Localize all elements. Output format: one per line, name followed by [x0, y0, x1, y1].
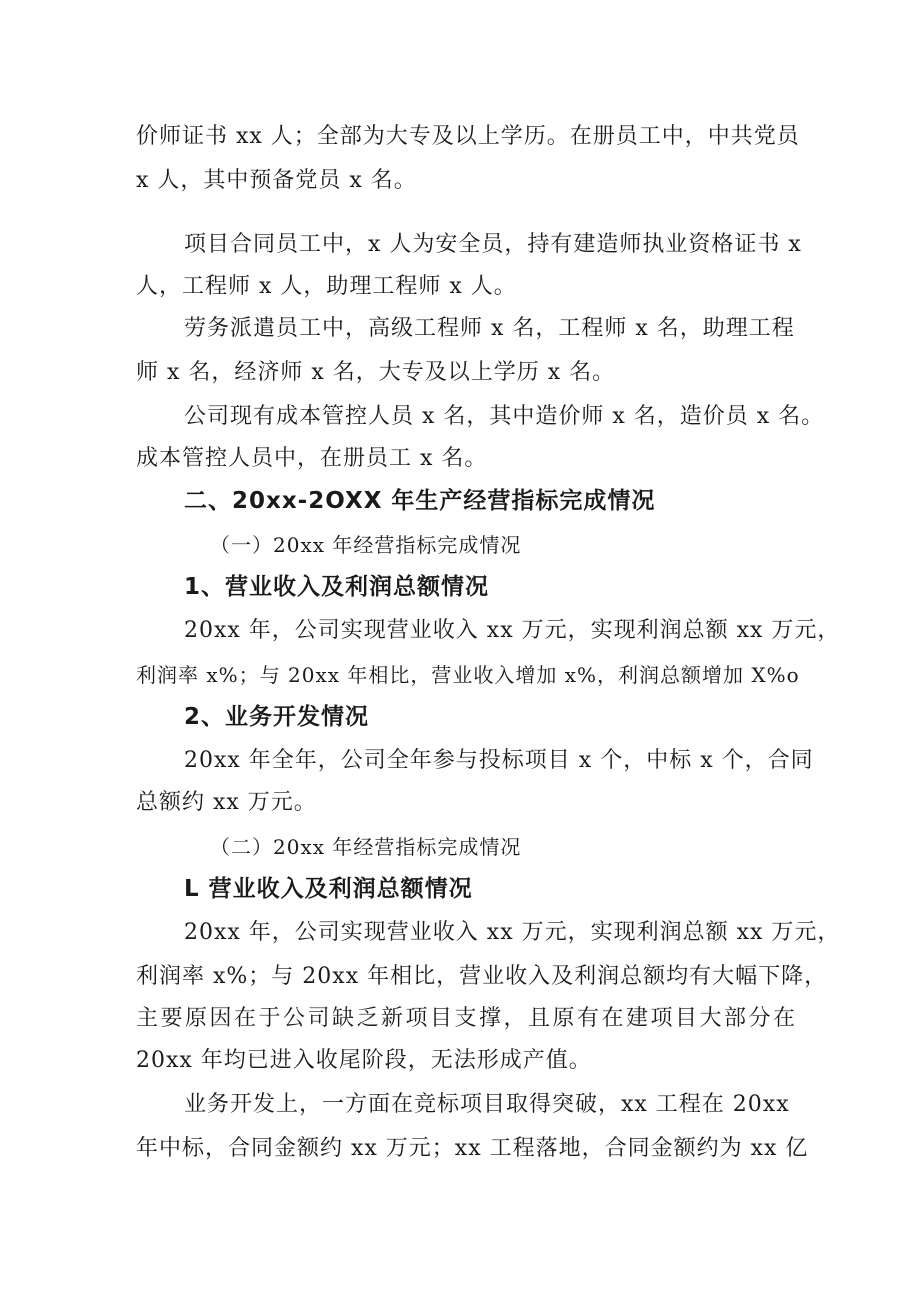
section-heading: 二、20xx-2OXX 年生产经营指标完成情况 [184, 488, 656, 514]
item-heading: 1、营业收入及利润总额情况 [184, 574, 490, 600]
paragraph-line: 总额约 xx 万元。 [136, 790, 317, 815]
paragraph-line: 20xx 年，公司实现营业收入 xx 万元，实现利润总额 xx 万元， [184, 920, 841, 945]
item-heading: L 营业收入及利润总额情况 [184, 876, 473, 902]
paragraph-line: 劳务派遣员工中，高级工程师 x 名，工程师 x 名，助理工程 [184, 316, 795, 341]
subsection-heading: （一）20xx 年经营指标完成情况 [210, 533, 522, 557]
paragraph-line: 20xx 年，公司实现营业收入 xx 万元，实现利润总额 xx 万元， [184, 618, 841, 643]
paragraph-line: 主要原因在于公司缺乏新项目支撑，且原有在建项目大部分在 [136, 1006, 796, 1031]
paragraph-line: 师 x 名，经济师 x 名，大专及以上学历 x 名。 [136, 360, 616, 385]
subsection-heading: （二）20xx 年经营指标完成情况 [210, 835, 522, 859]
paragraph-line: 项目合同员工中，x 人为安全员，持有建造师执业资格证书 x [184, 232, 802, 257]
paragraph-line: 20xx 年均已进入收尾阶段，无法形成产值。 [136, 1048, 592, 1073]
paragraph-line: 年中标，合同金额约 xx 万元；xx 工程落地，合同金额约为 xx 亿 [136, 1136, 809, 1161]
paragraph-line: 业务开发上，一方面在竞标项目取得突破，xx 工程在 20xx [184, 1092, 790, 1117]
paragraph-line: 成本管控人员中，在册员工 x 名。 [136, 446, 488, 471]
paragraph-line: 价师证书 xx 人；全部为大专及以上学历。在册员工中，中共党员 [136, 124, 800, 149]
paragraph-line: 20xx 年全年，公司全年参与投标项目 x 个，中标 x 个，合同 [184, 748, 814, 773]
paragraph-line: 公司现有成本管控人员 x 名，其中造价师 x 名，造价员 x 名。 [184, 404, 825, 429]
item-heading: 2、业务开发情况 [184, 704, 370, 730]
paragraph-line: 利润率 x%；与 20xx 年相比，营业收入及利润总额均有大幅下降， [136, 964, 828, 989]
paragraph-line: 人，工程师 x 人，助理工程师 x 人。 [136, 274, 517, 299]
paragraph-line: x 人，其中预备党员 x 名。 [136, 168, 417, 193]
paragraph-line: 利润率 x%；与 20xx 年相比，营业收入增加 x%，利润总额增加 X%o [136, 663, 800, 687]
